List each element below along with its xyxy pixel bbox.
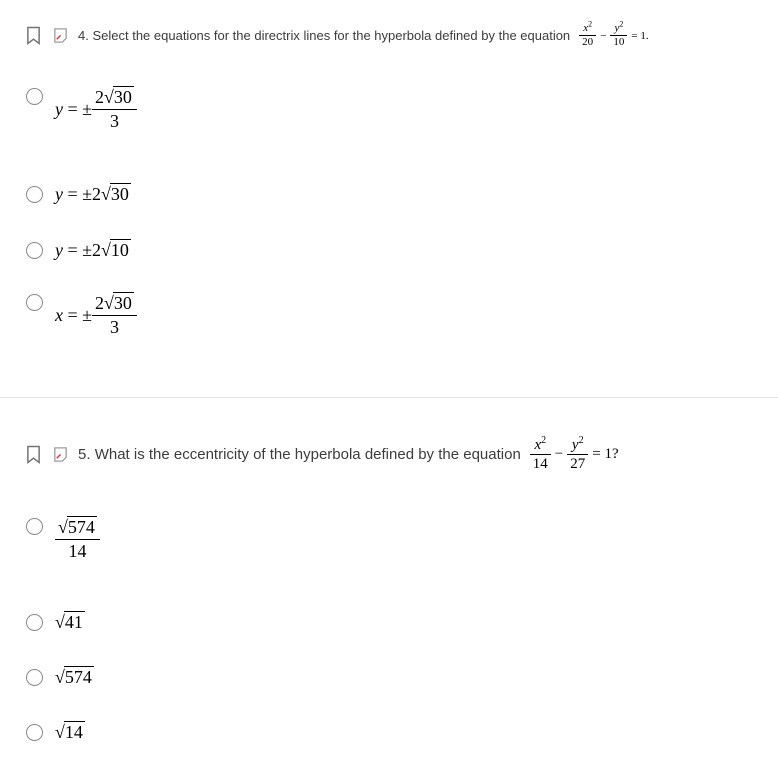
question-5-icons [26,445,69,464]
bookmark-icon[interactable] [26,26,41,45]
q5-option-2-radio[interactable] [26,614,43,631]
q4-option-4-radio[interactable] [26,294,43,311]
option-math: y = ± 2 √10 [55,240,129,260]
sqrt: √10 [101,240,129,260]
q5-option-4[interactable] [26,722,85,743]
question-5-text: 5. What is the eccentricity of the hyperbola defined by the equation [78,446,521,463]
question-4-equation [579,19,649,49]
question-4-text: 4. Select the equations for the directrix lines for the hyperbola defined by the equation [78,28,571,44]
q5-option-2[interactable] [26,612,85,633]
question-5-equation [530,436,619,473]
question-4-header [26,19,649,49]
sqrt: √41 [55,612,83,632]
minus-sign: − [554,446,564,462]
sqrt: √30 [101,184,129,204]
q4-option-3[interactable] [26,240,131,261]
option-math [55,516,100,562]
option-math [55,667,94,688]
sqrt: √574 [55,667,92,687]
fraction: $\frac{x^2}{20}$ [579,22,596,49]
q5-option-3[interactable] [26,667,94,688]
sqrt: √30 [104,293,132,313]
fraction: $\frac{y^2}{27}$ [567,436,588,473]
option-math: y = ± $\frac{2√30}{3}$ [55,86,137,132]
minus-sign: − [600,29,607,42]
sqrt: √14 [55,722,83,742]
q4-option-4[interactable] [26,292,137,338]
fraction: $\frac{y^2}{10}$ [610,22,627,49]
question-5-header [26,436,619,473]
fraction: $\frac{2√30}{3}$ [92,86,137,132]
q4-option-2-radio[interactable] [26,186,43,203]
q5-option-4-radio[interactable] [26,724,43,741]
q5-option-3-radio[interactable] [26,669,43,686]
q4-option-2[interactable] [26,184,131,205]
option-math: x = ± $\frac{2√30}{3}$ [55,292,137,338]
fraction: $\frac{2√30}{3}$ [92,292,137,338]
q4-option-3-radio[interactable] [26,242,43,259]
q5-option-1-radio[interactable] [26,518,43,535]
equation-tail: = 1. [631,29,649,42]
fraction: $\frac{√574}{14}$ [55,516,100,562]
bookmark-icon[interactable] [26,445,41,464]
q4-option-1[interactable] [26,86,137,132]
option-math [55,612,85,633]
fraction: $\frac{x^2}{14}$ [530,436,551,473]
q5-option-1[interactable] [26,516,100,562]
section-divider [0,397,778,398]
option-math: y = ± 2 √30 [55,184,129,204]
note-icon[interactable] [52,446,69,463]
q4-option-1-radio[interactable] [26,88,43,105]
sqrt: √574 [58,517,95,537]
equation-tail: = 1? [592,446,619,462]
option-math [55,722,85,743]
note-icon[interactable] [52,27,69,44]
question-4-icons [26,26,69,45]
sqrt: √30 [104,87,132,107]
